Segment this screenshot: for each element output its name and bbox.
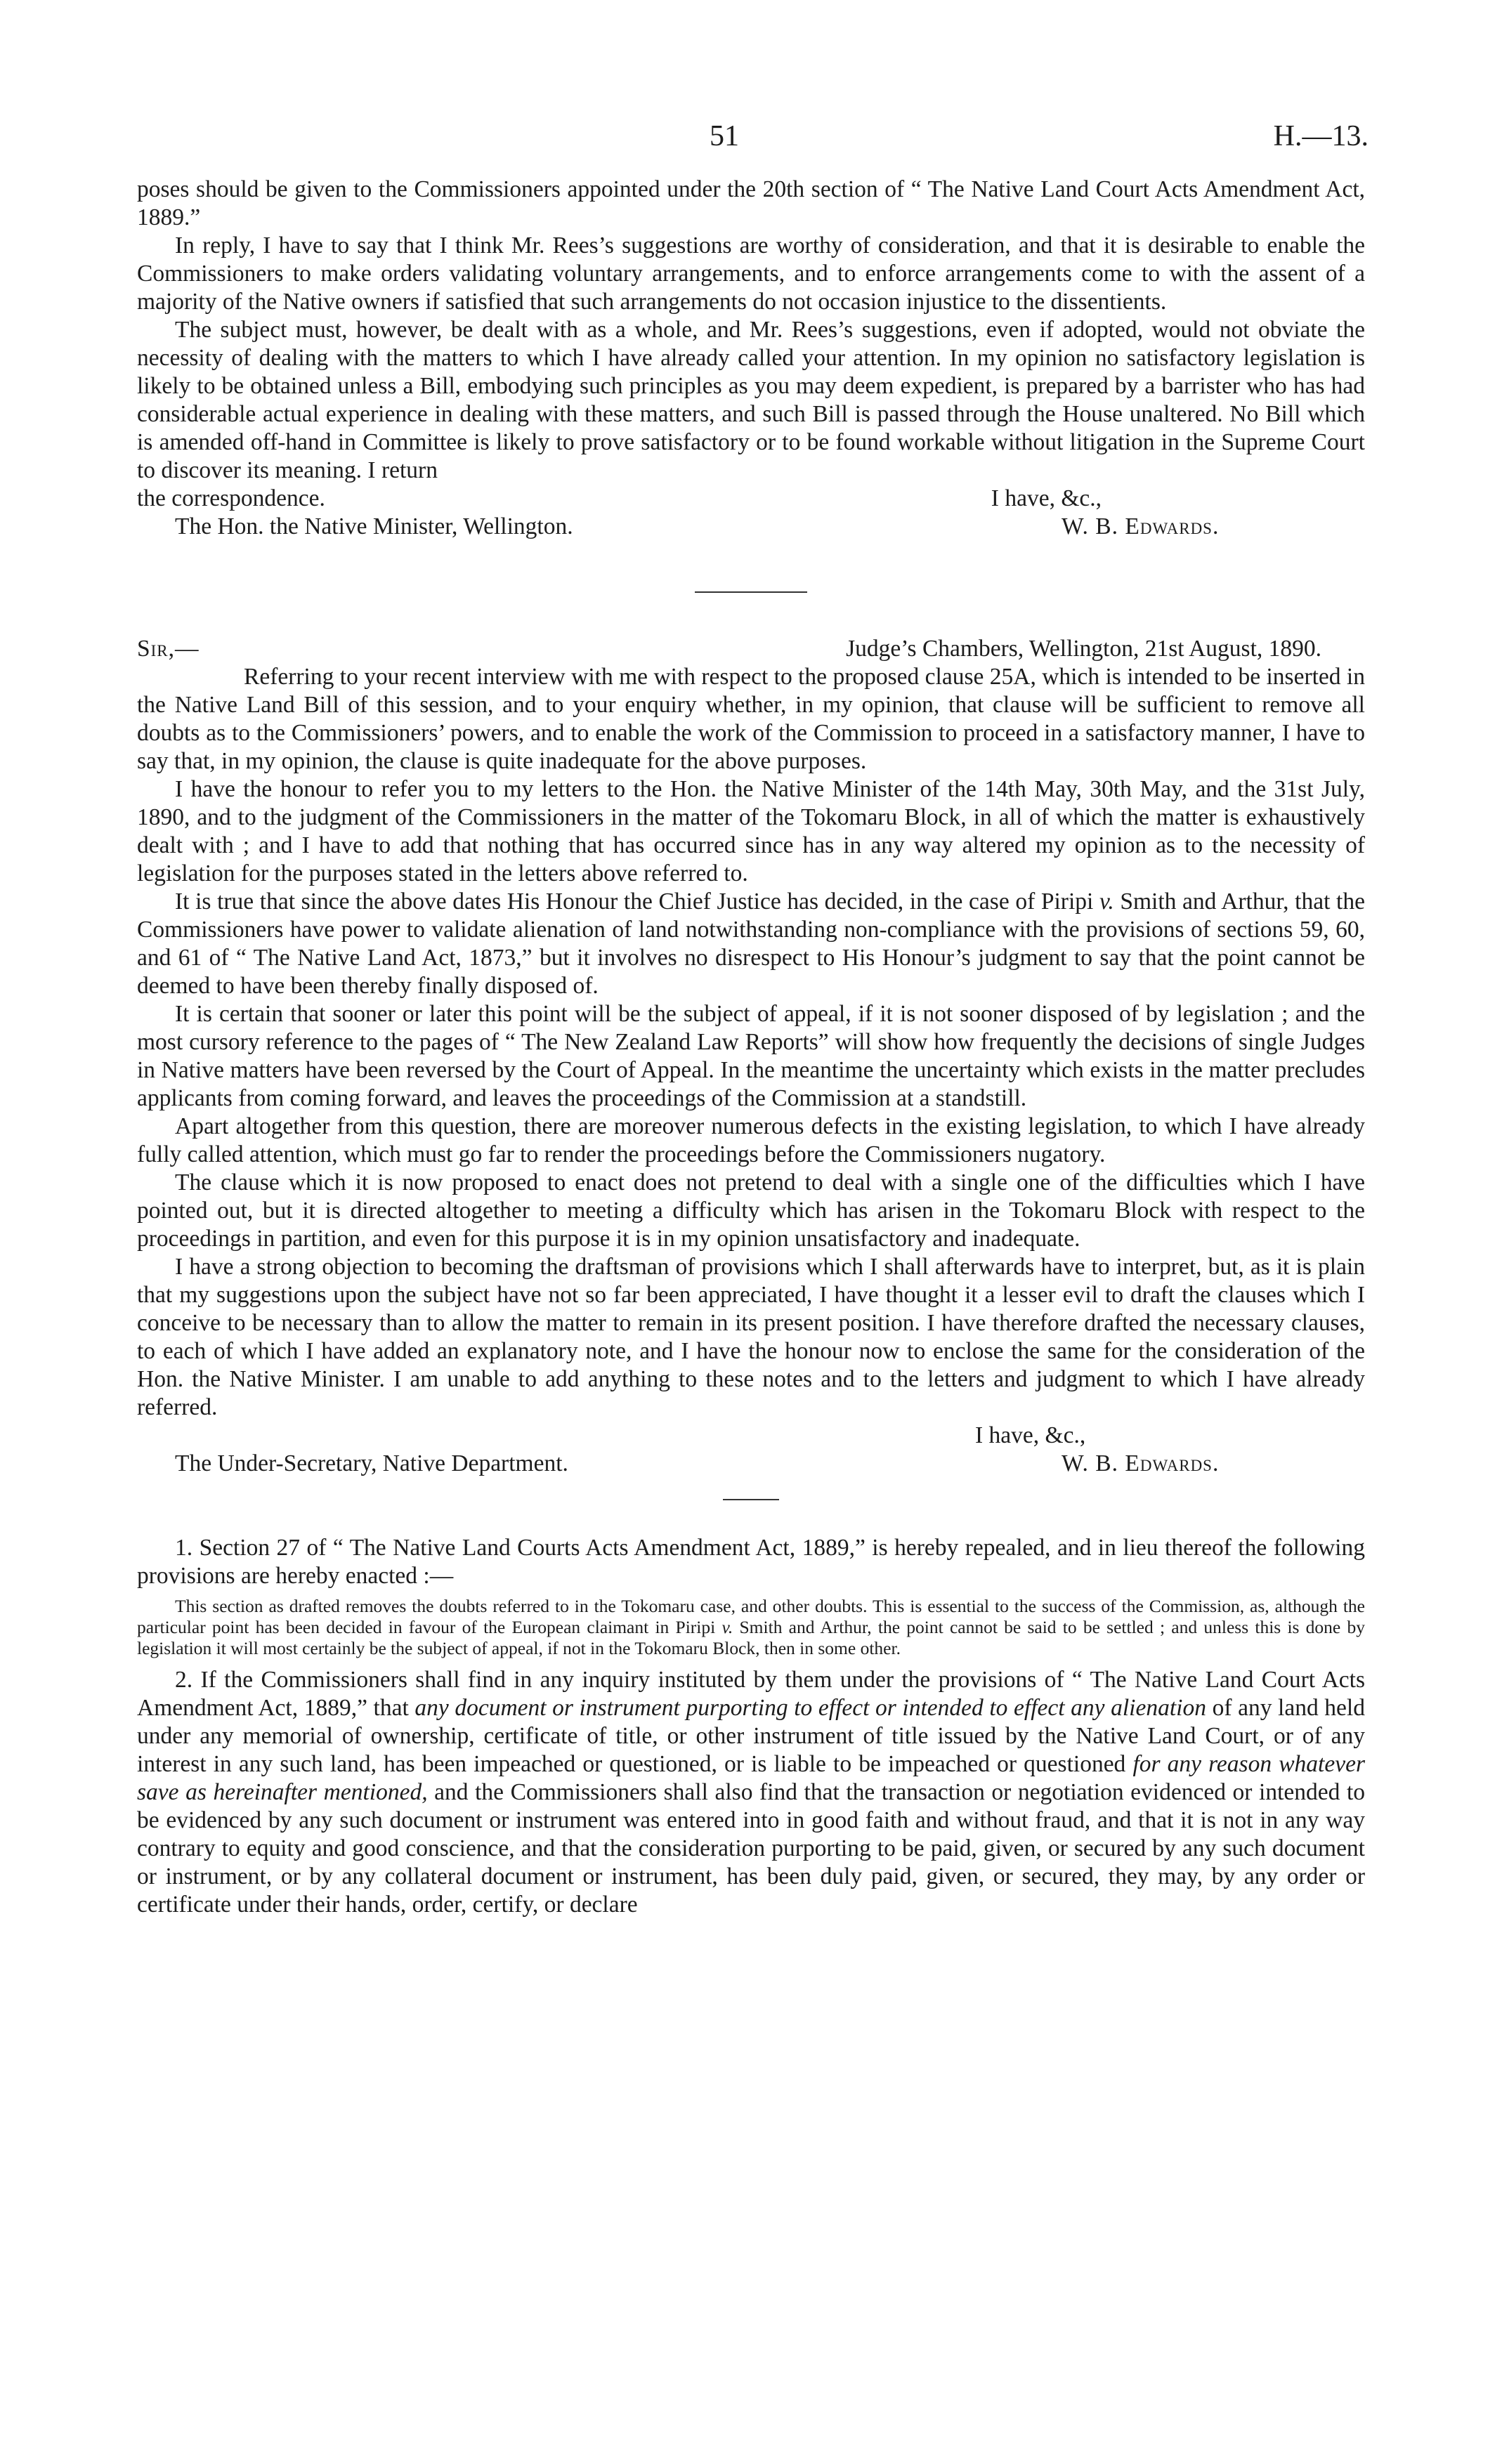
dateline: Judge’s Chambers, Wellington, 21st August, 1890.	[846, 636, 1321, 662]
paragraph: Referring to your recent interview with me with respect to the proposed clause 25A, which is intended to be inserted in the Native Land Bill of this session, and to your enquiry whether, in my opinion, that clause will be sufficient to remove all doubts as to the Commissioners’ powers, and to enable the work of the Commission to proceed in a satisfactory manner, I have to say that, in my opinion, the clause is quite inadequate for the above purposes.	[137, 664, 1365, 774]
paragraph: It is certain that sooner or later this point will be the subject of appeal, if it is not sooner disposed of by legislation ; and the most cursory reference to the pages of “ The New Zealand Law Reports” will show how frequently the decisions of single Judges in Native matters have been reversed by the Court of Appeal. In the meantime the uncertainty which exists in the matter precludes applicants from coming forward, and leaves the proceedings of the Commission at a standstill.	[137, 1001, 1365, 1111]
draft-clauses	[137, 1534, 1365, 1919]
paragraph: Apart altogether from this question, there are moreover numerous defects in the existing legislation, to which I have already fully called attention, which must go far to render the proceedings before the Commissioners nugatory.	[137, 1113, 1365, 1167]
clause-one: 1. Section 27 of “ The Native Land Courts Acts Amendment Act, 1889,” is hereby repealed, and in lieu thereof the following provisions are hereby enacted :—	[137, 1535, 1365, 1589]
signature: W. B. Edwards.	[1062, 1450, 1220, 1476]
signature-row	[137, 513, 1365, 541]
closing-phrase: I have, &c.,	[991, 485, 1102, 511]
salutation: Sir,—	[137, 636, 200, 662]
closing-row	[137, 1422, 1365, 1450]
paragraph-end: the correspondence.	[137, 485, 325, 511]
page-number: 51	[710, 120, 739, 152]
page-body	[137, 176, 1365, 1919]
section-divider	[723, 1499, 779, 1500]
salutation-row	[137, 635, 1365, 663]
letter-two	[137, 635, 1365, 1478]
explanatory-note: This section as drafted removes the doubts referred to in the Tokomaru case, and other doubts. This is essential to the success of the Commission, as, although the particular point has been decided in favour of the European claimant in Piripi v. Smith and Arthur, the point cannot be said to be settled ; and unless this is done by legislation it will most certainly be the subject of appeal, if not in the Tokomaru Block, then in some other.	[137, 1596, 1365, 1658]
closing-phrase: I have, &c.,	[975, 1422, 1086, 1448]
paragraph: I have the honour to refer you to my letters to the Hon. the Native Minister of the 14th May, 30th May, and the 31st July, 1890, and to the judgment of the Commissioners in the matter of the Tokomaru Block, in all of which the matter is exhaustively dealt with ; and I have to add that nothing that has occurred since has in any way altered my opinion as to the necessity of legislation for the purposes stated in the letters above referred to.	[137, 776, 1365, 886]
addressee: The Hon. the Native Minister, Wellington.	[175, 513, 573, 539]
signature-row	[137, 1450, 1365, 1478]
paragraph: In reply, I have to say that I think Mr. Rees’s suggestions are worthy of consideration, and that it is desirable to enable the Commissioners to make orders validating voluntary arrangements, and to enforce arrangements come to with the assent of a majority of the Native owners if satisfied that such arrangements do not occasion injustice to the dissentients.	[137, 232, 1365, 315]
paragraph: poses should be given to the Commissioners appointed under the 20th section of “ The Native Land Court Acts Amendment Act, 1889.”	[137, 176, 1365, 230]
paragraph: The subject must, however, be dealt with as a whole, and Mr. Rees’s suggestions, even if adopted, would not obviate the necessity of dealing with the matters to which I have already called your attention. In my opinion no satisfactory legislation is likely to be obtained unless a Bill, embodying such principles as you may deem expedient, is prepared by a barrister who has had considerable actual experience in dealing with these matters, and such Bill is passed through the House unaltered. No Bill which is amended off-hand in Committee is likely to prove satisfactory or to be found workable without litigation in the Supreme Court to discover its meaning. I return	[137, 317, 1365, 483]
paragraph: I have a strong objection to becoming the draftsman of provisions which I shall afterwards have to interpret, but, as it is plain that my suggestions upon the subject have not so far been appreciated, I have thought it a lesser evil to draft the clauses which I conceive to be necessary than to allow the matter to remain in its present position. I have therefore drafted the necessary clauses, to each of which I have added an explanatory note, and I have the honour now to enclose the same for the consideration of the Hon. the Native Minister. I am unable to add anything to these notes and to the letters and judgment to which I have already referred.	[137, 1254, 1365, 1420]
document-reference: H.—13.	[1273, 120, 1369, 152]
addressee: The Under-Secretary, Native Department.	[175, 1450, 568, 1476]
page-header	[0, 119, 1502, 162]
closing-row	[137, 485, 1365, 513]
paragraph: The clause which it is now proposed to enact does not pretend to deal with a single one of the difficulties which I have pointed out, but it is directed altogether to meeting a difficulty which has arisen in the Tokomaru Block with respect to the proceedings in partition, and even for this purpose it is in my opinion unsatisfactory and inadequate.	[137, 1169, 1365, 1252]
section-divider	[695, 591, 807, 593]
letter-one	[137, 176, 1365, 541]
clause-two: 2. If the Commissioners shall find in any inquiry instituted by them under the provisions of “ The Native Land Court Acts Amendment Act, 1889,” that any document or instrument purporting to effect or intended to effect any alienation of any land held under any memorial of ownership, certificate of title, or other instrument of title issued by the Native Land Court, or of any interest in any such land, has been impeached or questioned, or is liable to be impeached or questioned for any reason whatever save as hereinafter mentioned, and the Commissioners shall also find that the transaction or negotiation evidenced or intended to be evidenced by any such document or instrument was entered into in good faith and without fraud, and that it is not in any way contrary to equity and good conscience, and that the consideration purporting to be paid, given, or secured by any such document or instrument, or by any collateral document or instrument, has been duly paid, given, or secured, they may, by any order or certificate under their hands, order, certify, or declare	[137, 1667, 1366, 1918]
paragraph: It is true that since the above dates His Honour the Chief Justice has decided, in the case of Piripi v. Smith and Arthur, that the Commissioners have power to validate alienation of land notwithstanding non-compliance with the provisions of sections 59, 60, and 61 of “ The Native Land Act, 1873,” but it involves no disrespect to His Honour’s judgment to say that the point cannot be deemed to have been thereby finally disposed of.	[137, 889, 1365, 999]
signature: W. B. Edwards.	[1062, 513, 1220, 539]
